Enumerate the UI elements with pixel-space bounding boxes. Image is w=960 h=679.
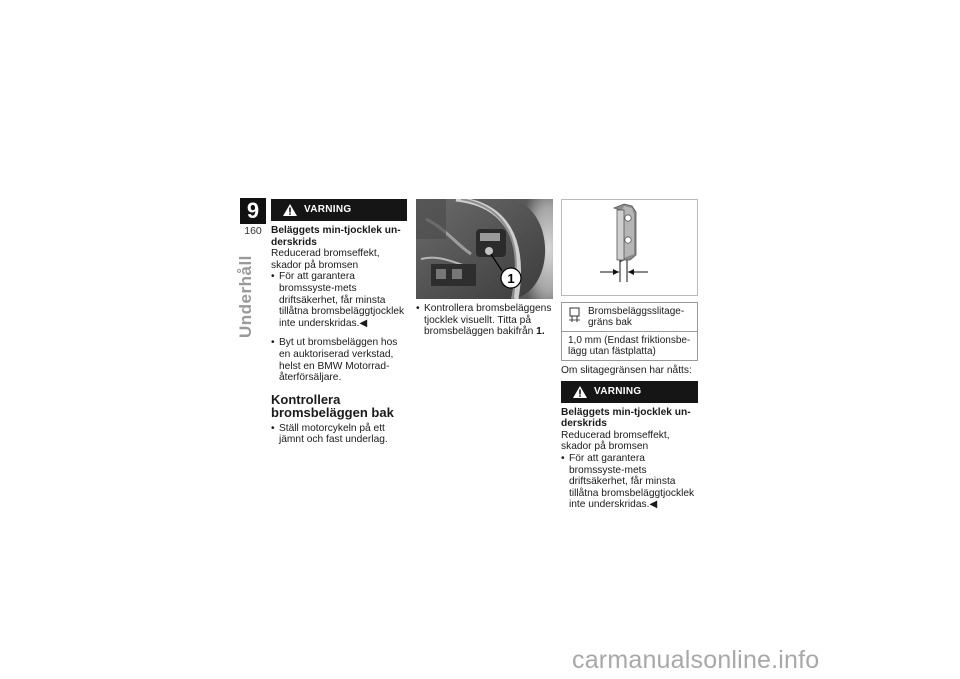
brake-pad-wear-illustration [562,200,697,295]
figure-reference: 1. [536,326,545,338]
warning-label: VARNING [594,385,642,397]
bullet: • [416,303,420,314]
list-item [561,453,698,511]
list-item [271,423,407,446]
column-1 [271,199,407,446]
spec-label: Bromsbeläggsslitage-gräns bak [588,306,685,328]
bullet: • [271,271,275,283]
section-heading: Kontrollera bromsbeläggen bak [271,391,394,420]
bullet-text: För att garantera bromssyste-mets driftsäkerhet, får minsta tillåtna bromsbeläggtjocklek inte underskridas. [279,271,405,329]
brake-pad-diagram [561,199,698,296]
warning-triangle-icon [573,386,587,398]
section-label: Underhåll [236,255,255,338]
warning-text: Reducerad bromseffekt, skador på bromsen [271,248,380,271]
bullet-text: Kontrollera bromsbeläggens tjocklek visuellt. Titta på bromsbeläggen bakifrån [424,303,552,338]
brake-caliper-image [416,199,553,299]
page-number: 160 [244,225,262,237]
intro-text: Om slitagegränsen har nåtts: [561,365,692,376]
warning-title: Beläggets min-tjocklek un-derskrids [561,406,691,430]
warning-title: Beläggets min-tjocklek un-derskrids [271,225,401,248]
spec-row-label [562,303,697,332]
column-2 [416,199,553,338]
spec-value: 1,0 mm (Endast friktionsbe-lägg utan fästplatta) [568,335,691,357]
watermark: carmanualsonline.info [572,646,820,674]
list-item [271,337,407,383]
figure-callout: 1 [507,271,515,286]
brake-pad-gauge-icon [568,306,588,328]
bullet: • [271,422,275,434]
end-marker-icon: ◀ [359,317,368,329]
warning-banner [271,199,407,221]
list-item [271,271,407,329]
warning-text: Reducerad bromseffekt, skador på bromsen [561,429,670,453]
spec-table [561,302,698,361]
brake-photo [416,199,553,299]
bullet: • [271,337,275,349]
warning-banner [561,381,698,403]
end-marker-icon: ◀ [649,499,658,511]
list-item [416,303,553,338]
bullet-text: För att garantera bromssyste-mets driftsäkerhet, får minsta tillåtna bromsbeläggtjocklek inte underskridas. [569,452,695,511]
bullet-text: Ställ motorcykeln på ett jämnt och fast underlag. [279,422,388,446]
bullet: • [561,452,565,464]
warning-triangle-icon [283,204,297,216]
chapter-number: 9 [240,198,266,224]
bullet-text: Byt ut bromsbeläggen hos en auktoriserad verkstad, helst en BMW Motorrad-återförsäljare. [279,337,398,384]
warning-label: VARNING [304,204,352,216]
column-3 [561,199,698,511]
